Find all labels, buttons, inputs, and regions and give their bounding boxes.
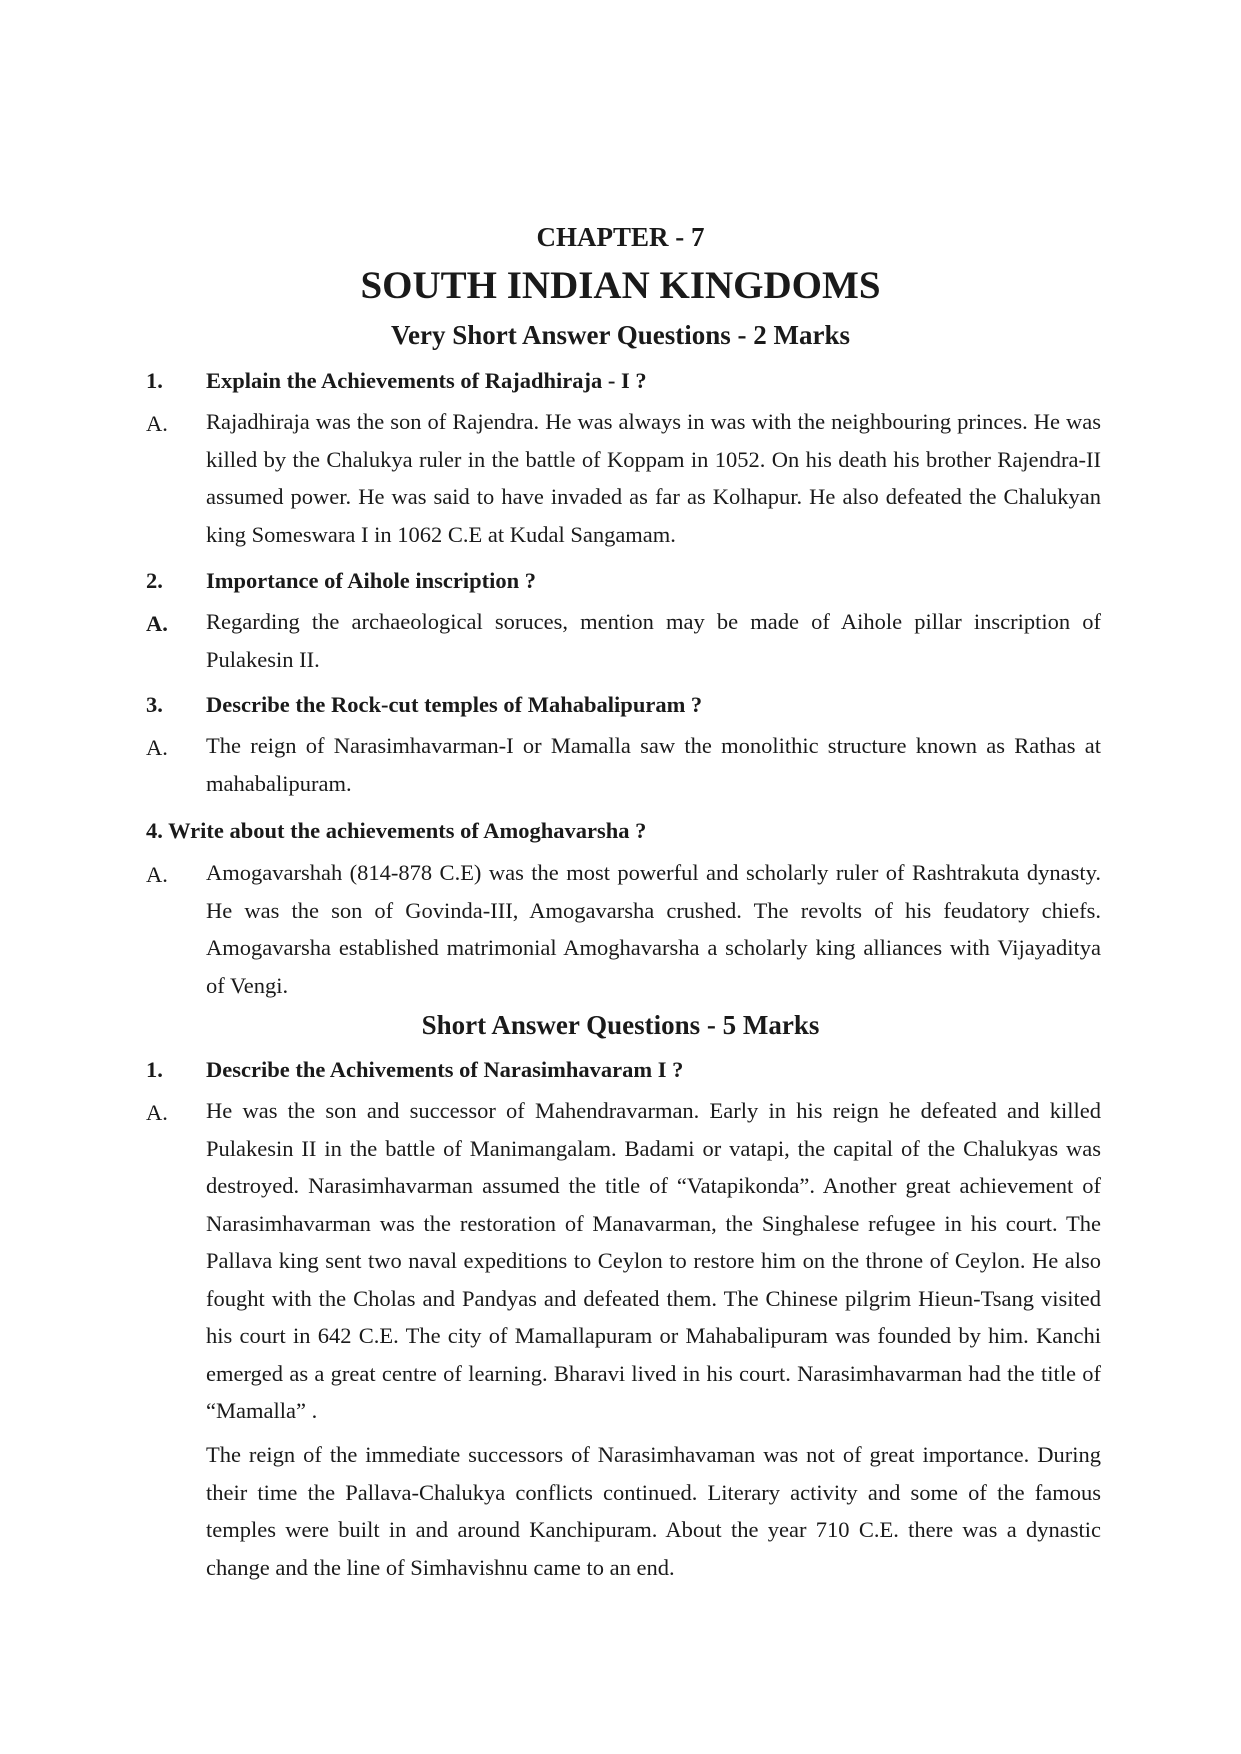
question-4: 4. Write about the achievements of Amoghavarsha ? — [146, 818, 647, 843]
section-heading-very-short: Very Short Answer Questions - 2 Marks — [390, 320, 850, 350]
question-text: Explain the Achievements of Rajadhiraja - I ? — [206, 368, 647, 393]
question-number: 1. — [146, 368, 163, 393]
question-text: Describe the Rock-cut temples of Mahabalipuram ? — [206, 692, 703, 717]
chapter-title: SOUTH INDIAN KINGDOMS — [360, 264, 881, 307]
answer-label: A. — [146, 735, 168, 760]
answer-5-paragraph-2: The reign of the immediate successors of Narasimhavaman was not of great importance. During their time the Pallava-Chalukya conflicts continued. Literary activity and some of the famous temples were built in and around Kanchipuram. About the year 710 C.E. there was a dynastic change and the line of Simhavishnu came to an end. — [206, 1442, 1101, 1580]
answer-text: Rajadhiraja was the son of Rajendra. He was always in was with the neighbouring princes. He was killed by the Chalukya ruler in the battle of Koppam in 1052. On his death his brother Rajendra-II assumed power. He was said to have invaded as far as Kolhapur. He also defeated the Chalukyan king Someswara I in 1062 C.E at Kudal Sangamam. — [206, 409, 1101, 547]
answer-text: Regarding the archaeological soruces, mention may be made of Aihole pillar inscription of Pulakesin II. — [206, 609, 1101, 672]
answer-label: A. — [146, 862, 168, 887]
question-text: Importance of Aihole inscription ? — [206, 568, 536, 593]
answer-text: He was the son and successor of Mahendravarman. Early in his reign he defeated and killed Pulakesin II in the battle of Manimangalam. Badami or vatapi, the capital of the Chalukyas was destroyed. Narasimhavarman assumed the title of “Vatapikonda”. Another great achievement of Narasimhavarman was the restoration of Manavarman, the Singhalese refugee in his court. The Pallava king sent two naval expeditions to Ceylon to restore him on the throne of Ceylon. He also fought with the Cholas and Pandyas and defeated them. The Chinese pilgrim Hieun-Tsang visited his court in 642 C.E. The city of Mamallapuram or Mahabalipuram was founded by him. Kanchi emerged as a great centre of learning. Bharavi lived in his court. Narasimhavarman had the title of “Mamalla” . — [206, 1098, 1101, 1423]
question-text: Describe the Achivements of Narasimhavaram I ? — [206, 1057, 684, 1082]
question-number: 1. — [146, 1057, 163, 1082]
answer-text: The reign of Narasimhavarman-I or Mamalla saw the monolithic structure known as Rathas at mahabalipuram. — [206, 733, 1101, 796]
section-heading-short: Short Answer Questions - 5 Marks — [421, 1010, 820, 1040]
question-number: 3. — [146, 692, 163, 717]
answer-label: A. — [146, 611, 168, 636]
answer-text: Amogavarshah (814-878 C.E) was the most powerful and scholarly ruler of Rashtrakuta dynasty. He was the son of Govinda-III, Amogavarsha crushed. The revolts of his feudatory chiefs. Amogavarsha established matrimonial Amoghavarsha a scholarly king alliances with Vijayaditya of Vengi. — [206, 860, 1101, 998]
answer-label: A. — [146, 411, 168, 436]
answer-label: A. — [146, 1100, 168, 1125]
chapter-number: CHAPTER - 7 — [536, 222, 705, 252]
question-number: 2. — [146, 568, 163, 593]
